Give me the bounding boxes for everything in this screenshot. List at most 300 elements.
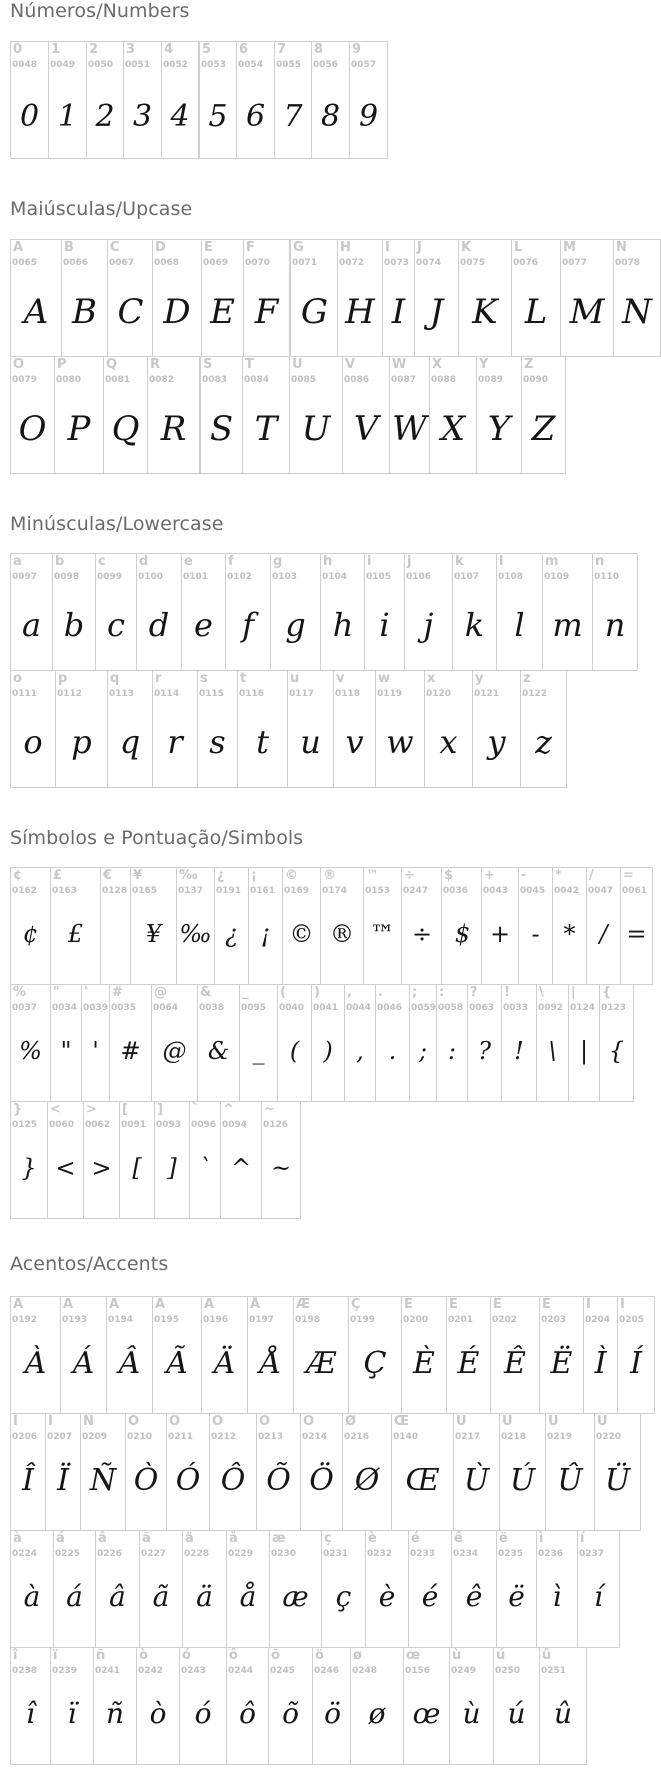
glyph-sample: ñ [105, 1697, 125, 1730]
glyph-label: ø [353, 1648, 362, 1663]
glyph-sample: õ [282, 1697, 299, 1730]
glyph-sample: 0 [19, 99, 40, 134]
glyph-cell [10, 670, 56, 788]
glyph-sample: i [379, 606, 390, 644]
glyph-sample: ` [199, 1154, 211, 1182]
glyph-code: 0246 [314, 1666, 340, 1676]
glyph-cell [446, 1296, 491, 1414]
glyph-code: 0092 [538, 1003, 564, 1013]
glyph-sample: b [63, 606, 85, 644]
glyph-code: 0124 [570, 1003, 596, 1013]
glyph-cell [568, 984, 600, 1102]
glyph-label: ê [454, 1531, 463, 1546]
glyph-code: 0064 [153, 1003, 179, 1013]
glyph-cell [214, 867, 249, 985]
glyph-cell [60, 1296, 107, 1414]
glyph-sample: U [301, 409, 331, 449]
glyph-cell [50, 867, 101, 985]
glyph-code: 0085 [291, 375, 317, 385]
glyph-label: 9 [352, 42, 362, 57]
glyph-cell [152, 670, 198, 788]
glyph-sample: C [117, 292, 144, 332]
glyph-cell [521, 356, 566, 474]
glyph-sample: ç [335, 1580, 352, 1613]
glyph-label: Ú [502, 1414, 513, 1429]
glyph-label: " [53, 985, 60, 1000]
glyph-label: G [293, 240, 304, 255]
glyph-sample: h [332, 606, 354, 644]
glyph-code: 0119 [377, 689, 403, 699]
glyph-label: x [427, 671, 436, 686]
glyph-cell [55, 670, 108, 788]
glyph-label: } [13, 1102, 23, 1117]
glyph-code: 0242 [138, 1666, 164, 1676]
glyph-sample: j [423, 606, 434, 644]
glyph-code: 0093 [156, 1120, 182, 1130]
glyph-sample: ~ [270, 1154, 292, 1182]
glyph-label: ç [324, 1531, 332, 1546]
glyph-label: S [203, 357, 213, 372]
glyph-code: 0251 [541, 1666, 567, 1676]
glyph-sample: ¡ [260, 920, 271, 948]
glyph-sample: Ï [57, 1463, 69, 1498]
glyph-label: a [13, 554, 22, 569]
glyph-sample: J [429, 292, 444, 332]
glyph-code: 0098 [54, 572, 80, 582]
glyph-cell [560, 239, 614, 357]
glyph-code: 0120 [426, 689, 452, 699]
glyph-cell [350, 1647, 404, 1765]
glyph-code: 0057 [351, 60, 377, 70]
glyph-label: ö [315, 1648, 324, 1663]
glyph-sample: O [18, 409, 47, 449]
glyph-label: ) [314, 985, 320, 1000]
glyph-label: ? [470, 985, 478, 1000]
glyph-sample: ? [478, 1037, 491, 1065]
glyph-code: 0218 [501, 1432, 527, 1442]
glyph-code: 0097 [12, 572, 38, 582]
glyph-code: 0217 [455, 1432, 481, 1442]
glyph-cell [290, 239, 339, 357]
glyph-code: 0086 [344, 375, 370, 385]
glyph-cell [61, 239, 108, 357]
glyph-label: L [514, 240, 523, 255]
glyph-sample: ú [507, 1697, 526, 1730]
glyph-sample: - [531, 920, 540, 948]
glyph-label: Ó [169, 1414, 181, 1429]
glyph-sample: Q [111, 409, 140, 449]
glyph-cell [586, 867, 621, 985]
glyph-cell [270, 553, 321, 671]
glyph-label: ; [412, 985, 418, 1000]
glyph-cell [200, 356, 243, 474]
glyph-code: 0153 [365, 886, 391, 896]
glyph-code: 0040 [279, 1003, 305, 1013]
glyph-sample: c [107, 606, 125, 644]
glyph-code: 0205 [619, 1315, 645, 1325]
glyph-code: 0202 [492, 1315, 518, 1325]
glyph-sample: ® [330, 920, 354, 948]
glyph-cell [333, 670, 376, 788]
glyph-label: p [58, 671, 68, 686]
glyph-sample: R [160, 409, 187, 449]
glyph-code: 0074 [416, 258, 442, 268]
glyph-sample: _ [252, 1037, 265, 1065]
glyph-label: @ [154, 985, 167, 1000]
glyph-label: ^ [223, 1102, 234, 1117]
glyph-sample: © [289, 920, 314, 948]
glyph-sample: q [119, 723, 141, 761]
glyph-sample: å [239, 1580, 257, 1613]
glyph-cell [375, 670, 425, 788]
glyph-sample: K [472, 292, 498, 332]
glyph-code: 0061 [622, 886, 648, 896]
glyph-label: ÷ [404, 868, 415, 883]
glyph-sample: p [71, 723, 92, 761]
glyph-cell [106, 1296, 153, 1414]
glyph-sample: ™ [370, 920, 395, 948]
glyph-label: b [55, 554, 65, 569]
glyph-label: > [86, 1102, 97, 1117]
glyph-cell [481, 867, 519, 985]
glyph-cell [139, 1530, 183, 1648]
glyph-label: û [542, 1648, 552, 1663]
glyph-code: 0228 [184, 1549, 210, 1559]
glyph-code: 0122 [522, 689, 548, 699]
glyph-label: 8 [314, 42, 324, 57]
glyph-label: P [57, 357, 67, 372]
glyph-label: # [112, 985, 123, 1000]
glyph-code: 0055 [276, 60, 302, 70]
glyph-code: 0102 [227, 572, 253, 582]
glyph-code: 0156 [405, 1666, 431, 1676]
glyph-label: Ò [128, 1414, 140, 1429]
glyph-label: € [103, 868, 113, 883]
glyph-label: B [64, 240, 74, 255]
glyph-sample: 5 [208, 99, 228, 134]
glyph-code: 0201 [448, 1315, 474, 1325]
glyph-label: Ñ [83, 1414, 94, 1429]
glyph-label: Ö [303, 1414, 315, 1429]
glyph-label: Y [479, 357, 489, 372]
glyph-label: : [439, 985, 445, 1000]
glyph-cell [300, 1413, 343, 1531]
glyph-cell [201, 1296, 248, 1414]
glyph-code: 0219 [547, 1432, 573, 1442]
glyph-label: r [155, 671, 162, 686]
glyph-cell [152, 1296, 202, 1414]
glyph-sample: â [109, 1580, 126, 1613]
glyph-cell [243, 239, 290, 357]
glyph-cell [83, 1101, 120, 1219]
glyph-cell [10, 1101, 48, 1219]
glyph-label: D [155, 240, 166, 255]
glyph-cell [154, 1101, 190, 1219]
glyph-sample: F [254, 292, 279, 332]
glyph-label: Ù [456, 1414, 467, 1429]
glyph-code: 0036 [443, 886, 469, 896]
glyph-code: 0233 [410, 1549, 436, 1559]
glyph-code: 0059 [411, 1003, 437, 1013]
glyph-cell [476, 356, 522, 474]
glyph-label: ™ [366, 868, 379, 883]
glyph-label: 5 [202, 42, 212, 57]
glyph-sample: Å [259, 1346, 282, 1381]
glyph-sample: ï [67, 1697, 77, 1730]
glyph-sample: ö [324, 1697, 341, 1730]
glyph-code: 0126 [263, 1120, 289, 1130]
glyph-cell [321, 1530, 366, 1648]
glyph-code: 0095 [241, 1003, 267, 1013]
glyph-code: 0108 [498, 572, 524, 582]
glyph-code: 0101 [183, 572, 209, 582]
glyph-sample: ¥ [145, 920, 162, 948]
glyph-cell [620, 867, 653, 985]
glyph-sample: @ [162, 1037, 187, 1065]
glyph-cell [363, 867, 402, 985]
glyph-code: 0042 [554, 886, 580, 896]
glyph-cell [320, 553, 366, 671]
glyph-cell [10, 1530, 54, 1648]
glyph-label: Ï [48, 1414, 53, 1429]
section-title: Números/Numbers [10, 0, 190, 22]
glyph-code: 0048 [12, 60, 38, 70]
glyph-cell [136, 553, 182, 671]
glyph-cell [536, 1530, 578, 1648]
glyph-sample: 7 [283, 99, 303, 134]
glyph-cell [382, 239, 415, 357]
glyph-cell [226, 1530, 270, 1648]
glyph-label: $ [444, 868, 454, 883]
glyph-cell [289, 356, 343, 474]
glyph-code: 0234 [453, 1549, 479, 1559]
glyph-code: 0128 [102, 886, 128, 896]
glyph-sample: 2 [95, 99, 115, 134]
glyph-code: 0241 [95, 1666, 121, 1676]
glyph-label: z [523, 671, 531, 686]
glyph-sample: s [209, 723, 226, 761]
glyph-label: Ä [204, 1297, 215, 1312]
glyph-label: d [139, 554, 149, 569]
glyph-sample: z [535, 723, 552, 761]
glyph-sample: ò [149, 1697, 167, 1730]
glyph-code: 0084 [244, 375, 270, 385]
glyph-code: 0248 [352, 1666, 378, 1676]
glyph-code: 0072 [339, 258, 365, 268]
glyph-label: ~ [264, 1102, 275, 1117]
glyph-sample: Y [487, 409, 511, 449]
glyph-label: 7 [277, 42, 287, 57]
glyph-cell [436, 984, 468, 1102]
glyph-label: u [290, 671, 300, 686]
glyph-label: ä [185, 1531, 194, 1546]
glyph-sample: ø [368, 1697, 386, 1730]
glyph-code: 0050 [88, 60, 114, 70]
glyph-cell [152, 239, 202, 357]
glyph-label: E [204, 240, 213, 255]
glyph-code: 0232 [367, 1549, 393, 1559]
glyph-sample: d [148, 606, 170, 644]
glyph-cell [342, 356, 390, 474]
glyph-code: 0076 [513, 258, 539, 268]
glyph-label: Æ [296, 1297, 311, 1312]
glyph-label: Ã [155, 1297, 166, 1312]
glyph-sample: A [23, 292, 49, 332]
glyph-code: 0079 [12, 375, 38, 385]
glyph-label: ù [452, 1648, 462, 1663]
glyph-sample: x [439, 723, 458, 761]
glyph-sample: u [300, 723, 321, 761]
glyph-cell [311, 984, 345, 1102]
glyph-code: 0046 [377, 1003, 403, 1013]
glyph-cell [10, 1296, 61, 1414]
glyph-cell [520, 670, 567, 788]
glyph-cell [119, 1101, 155, 1219]
glyph-sample: m [552, 606, 583, 644]
glyph-code: 0197 [249, 1315, 275, 1325]
glyph-code: 0111 [12, 689, 38, 699]
glyph-sample: Ä [213, 1346, 236, 1381]
glyph-sample: , [356, 1037, 364, 1065]
glyph-code: 0058 [438, 1003, 464, 1013]
glyph-sample: Ø [354, 1463, 380, 1498]
glyph-cell [577, 1530, 620, 1648]
glyph-cell [261, 1101, 301, 1219]
glyph-code: 0244 [228, 1666, 254, 1676]
glyph-cell [95, 553, 137, 671]
glyph-code: 0227 [141, 1549, 167, 1559]
glyph-code: 0094 [222, 1120, 248, 1130]
glyph-sample: í [594, 1580, 603, 1613]
glyph-sample: ÷ [411, 920, 433, 948]
glyph-cell [86, 41, 124, 159]
glyph-cell [10, 1413, 46, 1531]
glyph-cell [107, 239, 154, 357]
glyph-cell [594, 1413, 641, 1531]
glyph-sample: P [67, 409, 91, 449]
glyph-label: = [623, 868, 634, 883]
glyph-cell [403, 1647, 450, 1765]
glyph-label: , [347, 985, 352, 1000]
glyph-sample: L [524, 292, 548, 332]
glyph-cell [189, 1101, 221, 1219]
glyph-label: 1 [51, 42, 61, 57]
glyph-label: o [13, 671, 22, 686]
glyph-cell [247, 1296, 294, 1414]
glyph-cell [493, 1647, 540, 1765]
glyph-sample: Ã [166, 1346, 188, 1381]
glyph-label: - [521, 868, 527, 883]
glyph-label: < [50, 1102, 61, 1117]
glyph-label: % [13, 985, 27, 1000]
glyph-code: 0214 [302, 1432, 328, 1442]
glyph-code: 0060 [49, 1120, 75, 1130]
glyph-sample: g [285, 606, 306, 644]
glyph-sample: 3 [132, 99, 153, 134]
glyph-code: 0203 [541, 1315, 567, 1325]
glyph-sample: Ö [309, 1463, 334, 1498]
glyph-cell [490, 1296, 540, 1414]
glyph-sample: Ù [463, 1463, 490, 1498]
glyph-cell [10, 239, 62, 357]
glyph-label: * [555, 868, 562, 883]
glyph-label: F [246, 240, 255, 255]
glyph-label: k [455, 554, 464, 569]
glyph-label: w [378, 671, 391, 686]
glyph-sample: > [91, 1154, 112, 1182]
section-title: Minúsculas/Lowercase [10, 513, 224, 535]
glyph-cell [248, 867, 283, 985]
glyph-code: 0200 [403, 1315, 429, 1325]
glyph-sample: ä [196, 1580, 213, 1613]
glyph-sample: r [167, 723, 183, 761]
glyph-code: 0114 [154, 689, 180, 699]
glyph-code: 0099 [97, 572, 123, 582]
glyph-cell [452, 553, 497, 671]
glyph-sample: W [392, 409, 427, 449]
glyph-sample: ê [465, 1580, 483, 1613]
glyph-sample: ë [508, 1580, 525, 1613]
glyph-code: 0125 [12, 1120, 38, 1130]
glyph-cell [293, 1296, 349, 1414]
glyph-code: 0039 [83, 1003, 109, 1013]
glyph-cell [50, 1647, 94, 1765]
glyph-code: 0069 [203, 258, 229, 268]
glyph-label: V [345, 357, 356, 372]
glyph-code: 0216 [344, 1432, 370, 1442]
glyph-code: 0117 [289, 689, 315, 699]
glyph-cell [93, 1647, 137, 1765]
glyph-code: 0191 [216, 886, 242, 896]
glyph-code: 0245 [270, 1666, 296, 1676]
glyph-sample: 4 [170, 99, 190, 134]
glyph-label: M [563, 240, 576, 255]
glyph-sample: l [514, 606, 525, 644]
glyph-sample: ; [418, 1037, 428, 1065]
glyph-sample: X [440, 409, 466, 449]
glyph-label: î [13, 1648, 18, 1663]
glyph-code: 0112 [57, 689, 83, 699]
glyph-code: 0192 [12, 1315, 38, 1325]
glyph-label: Q [106, 357, 118, 372]
glyph-label: ‰ [179, 868, 198, 883]
glyph-sample: Ç [363, 1346, 387, 1381]
glyph-label: [ [122, 1102, 128, 1117]
glyph-label: m [545, 554, 559, 569]
glyph-cell [511, 239, 561, 357]
glyph-label: ' [84, 985, 88, 1000]
glyph-code: 0238 [12, 1666, 38, 1676]
glyph-cell [282, 867, 321, 985]
glyph-sample: 8 [320, 99, 341, 134]
glyph-cell [242, 356, 290, 474]
glyph-cell [599, 984, 634, 1102]
glyph-label: ô [229, 1648, 238, 1663]
glyph-sample: * [563, 920, 576, 948]
glyph-sample: w [386, 723, 414, 761]
glyph-sample: v [345, 723, 364, 761]
glyph-code: 0045 [520, 886, 546, 896]
glyph-cell [10, 867, 51, 985]
glyph-label: ã [142, 1531, 151, 1546]
glyph-label: t [240, 671, 247, 686]
glyph-label: ï [53, 1648, 58, 1663]
glyph-label: h [323, 554, 333, 569]
glyph-sample: Œ [405, 1463, 440, 1498]
glyph-code: 0211 [168, 1432, 194, 1442]
glyph-code: 0121 [474, 689, 500, 699]
glyph-code: 0193 [62, 1315, 88, 1325]
